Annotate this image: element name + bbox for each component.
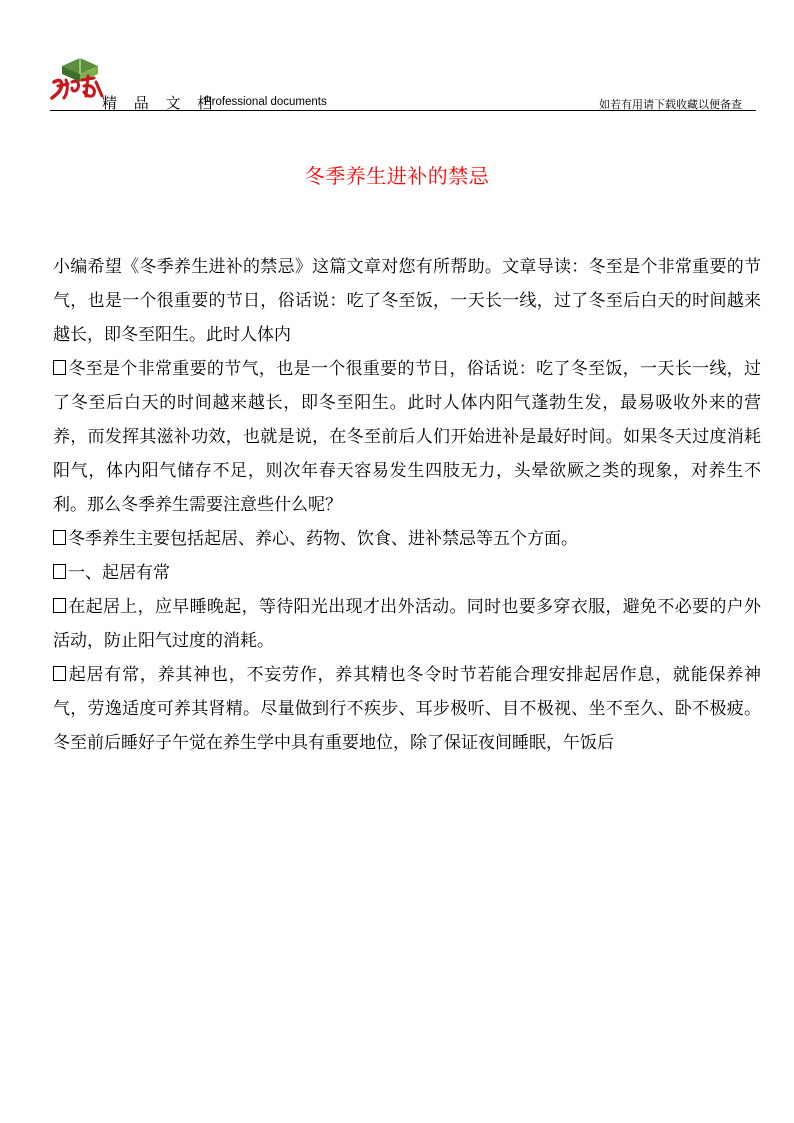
header-tagline: 如若有用请下载收藏以便备查 xyxy=(599,98,742,111)
bullet-box-icon xyxy=(53,598,66,613)
bullet-box-icon xyxy=(53,360,66,375)
brand-title: 精 品 文 档 xyxy=(102,94,219,112)
bullet-box-icon xyxy=(53,530,66,545)
book-logo-icon xyxy=(50,52,110,104)
header-divider xyxy=(50,110,756,111)
paragraph-3 xyxy=(53,556,761,590)
paragraph-2 xyxy=(53,522,761,556)
paragraph-4 xyxy=(53,590,761,658)
paragraph-text: 起居有常，养其神也，不妄劳作，养其精也冬令时节若能合理安排起居作息，就能保养神气，劳逸适度可养其肾精。尽量做到行不疾步、耳步极听、目不极视、坐不至久、卧不极疲。冬至前后睡好子午觉在养生学中具有重要地位，除了保证夜间睡眠，午饭后 xyxy=(53,665,761,753)
bullet-box-icon xyxy=(53,564,66,579)
document-title: 冬季养生进补的禁忌 xyxy=(304,164,490,188)
paragraph-text: 冬至是个非常重要的节气，也是一个很重要的节日，俗话说：吃了冬至饭，一天长一线，过了冬至后白天的时间越来越长，即冬至阳生。此时人体内阳气蓬勃生发，最易吸收外来的营养，而发挥其滋补功效，也就是说，在冬至前后人们开始进补是最好时间。如果冬天过度消耗阳气，体内阳气储存不足，则次年春天容易发生四肢无力，头晕欲厥之类的现象，对养生不利。那么冬季养生需要注意些什么呢？ xyxy=(53,359,761,515)
brand-subtitle: Professional documents xyxy=(204,96,327,108)
paragraph-text: 小编希望《冬季养生进补的禁忌》这篇文章对您有所帮助。文章导读：冬至是个非常重要的节气，也是一个很重要的节日，俗话说：吃了冬至饭，一天长一线，过了冬至后白天的时间越来越长，即冬至阳生。此时人体内 xyxy=(53,257,761,345)
paragraph-5 xyxy=(53,658,761,760)
paragraph-1 xyxy=(53,352,761,522)
paragraph-0 xyxy=(53,250,761,352)
bullet-box-icon xyxy=(53,666,66,681)
document-body xyxy=(53,250,761,760)
paragraph-text: 在起居上，应早睡晚起，等待阳光出现才出外活动。同时也要多穿衣服，避免不必要的户外活动，防止阳气过度的消耗。 xyxy=(53,597,761,651)
paragraph-text: 一、起居有常 xyxy=(68,563,170,583)
page-header xyxy=(50,52,756,112)
paragraph-text: 冬季养生主要包括起居、养心、药物、饮食、进补禁忌等五个方面。 xyxy=(68,529,578,549)
